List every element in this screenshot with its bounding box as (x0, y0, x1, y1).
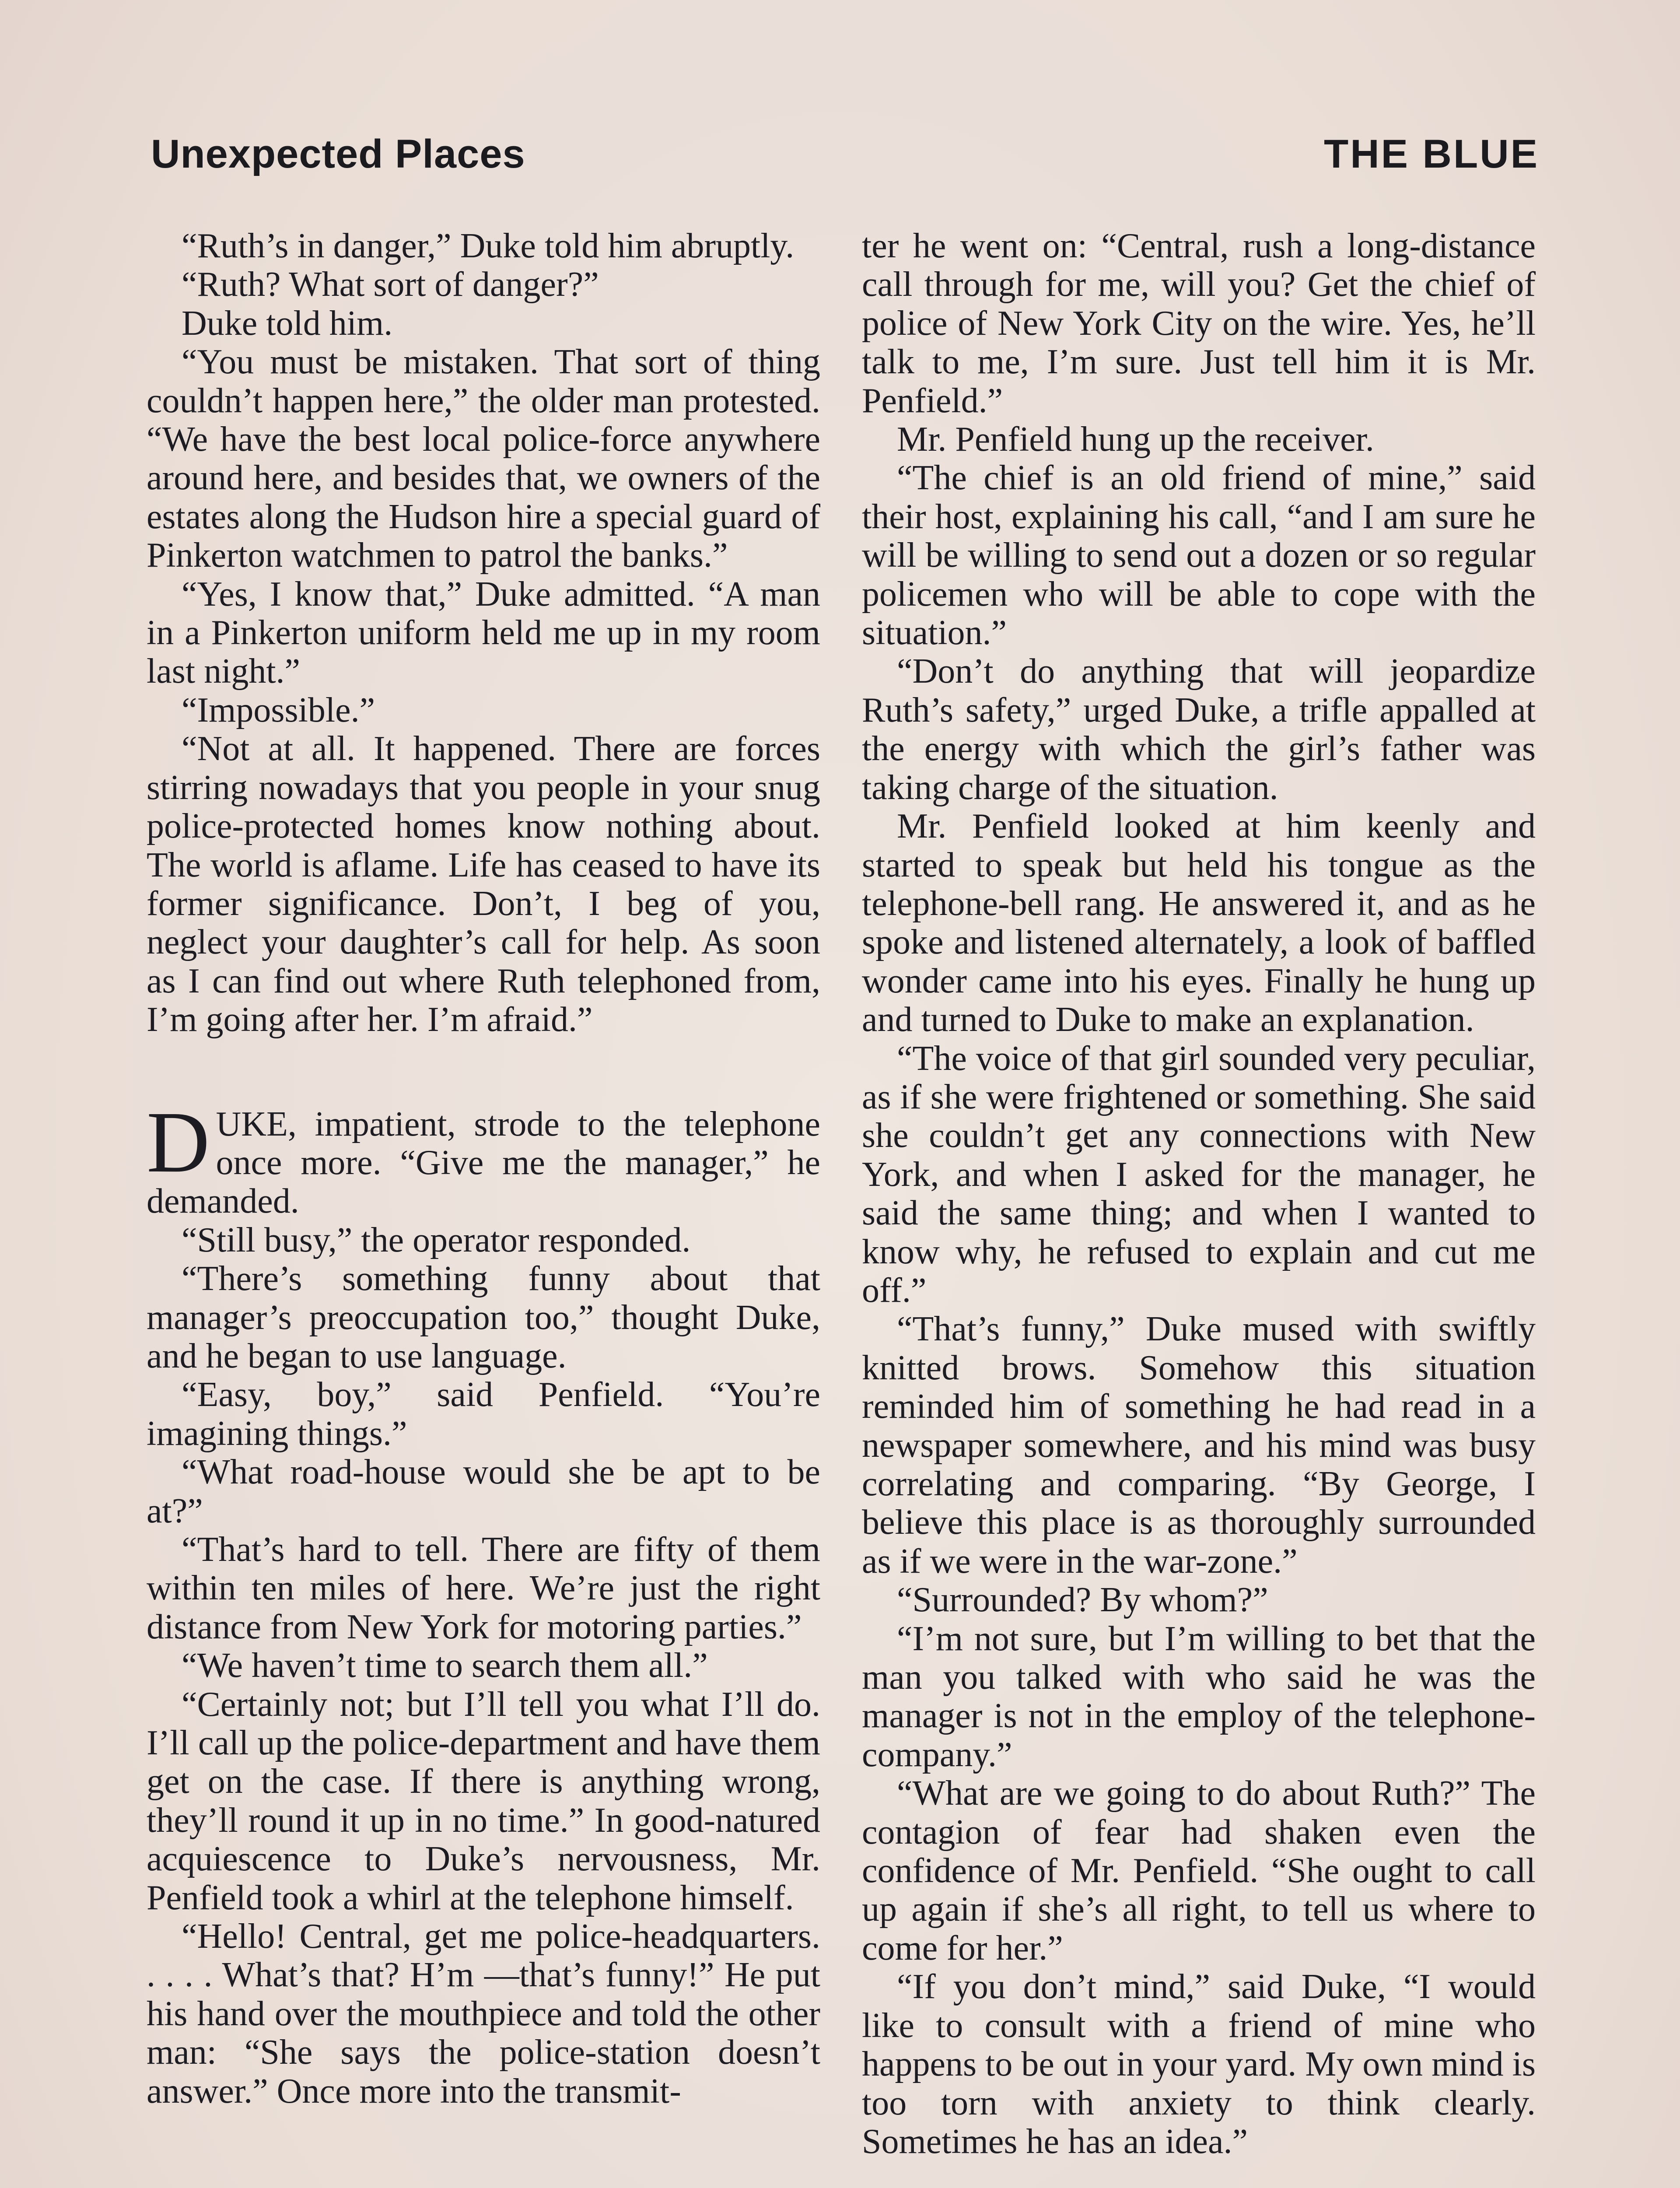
paragraph: “That’s funny,” Duke mused with swiftly knitted brows. Somehow this situation reminded him of something he had read in a newspaper somewhere, and his mind was busy correlating and comparing. “By George, I believe this place is as thoroughly surrounded as if we were in the war-zone.” (862, 1310, 1536, 1581)
section-paragraph-text: UKE, impatient, strode to the telephone once more. “Give me the manager,” he demanded. (147, 1105, 820, 1221)
paragraph: “Still busy,” the operator responded. (182, 1220, 691, 1259)
paragraph: “Yes, I know that,” Duke admitted. “A man in a Pinkerton uniform held me up in my room last night.” (147, 575, 820, 691)
paragraph: Mr. Penfield hung up the receiver. (897, 420, 1374, 459)
paragraph: “What are we going to do about Ruth?” The contagion of fear had shaken even the confidence of Mr. Penfield. “She ought to call up again if she’s all right, to tell us where to come for her.” (862, 1774, 1536, 1967)
paragraph: “There’s something funny about that manager’s preoccupation too,” thought Duke, and he began to use language. (147, 1259, 820, 1375)
paragraph: “Ruth’s in danger,” Duke told him abruptly. (182, 227, 794, 265)
paragraph: “Easy, boy,” said Penfield. “You’re imagining things.” (147, 1375, 820, 1453)
drop-cap: D (147, 1094, 210, 1191)
paragraph: “Certainly not; but I’ll tell you what I’ll do. I’ll call up the police-department and have them get on the case. If there is anything wrong, they’ll round it up in no time.” In good-natured acquiescence to Duke’s nervousness, Mr. Penfield took a whirl at the telephone himself. (147, 1685, 820, 1917)
paragraph: Duke told him. (182, 304, 393, 343)
paragraph: “Surrounded? By whom?” (897, 1581, 1268, 1620)
paragraph: “I’m not sure, but I’m willing to bet that the man you talked with who said he was the manager is not in the employ of the telephone-company.” (862, 1619, 1536, 1774)
paragraph: “Hello! Central, get me police-headquarters. . . . . What’s that? H’m —that’s funny!” He put his hand over the mouthpiece and told the other man: “She says the police-station doesn’t answer.” Once more into the transmit- (147, 1917, 820, 2111)
paragraph: “Ruth? What sort of danger?” (182, 265, 599, 304)
paragraph: “If you don’t mind,” said Duke, “I would like to consult with a friend of mine who happens to be out in your yard. My own mind is too torn with anxiety to think clearly. Sometimes he has an idea.” (862, 1967, 1536, 2161)
paragraph: “You must be mistaken. That sort of thing couldn’t happen here,” the older man protested. “We have the best local police-force anywhere around here, and besides that, we owners of the estates along the Hudson hire a special guard of Pinkerton watchmen to patrol the banks.” (147, 343, 820, 575)
running-head-right: THE BLUE (1324, 132, 1539, 176)
paragraph: “Impossible.” (182, 691, 375, 729)
paragraph: “Not at all. It happened. There are forces stirring nowadays that you people in your snug police-protected homes know nothing about. The world is aflame. Life has ceased to have its former significance. Don’t, I beg of you, neglect your daughter’s call for help. As soon as I can find out where Ruth telephoned from, I’m going after her. I’m afraid.” (147, 729, 820, 1039)
paragraph: “The voice of that girl sounded very peculiar, as if she were frightened or something. She said she couldn’t get any connections with New York, and when I asked for the manager, he said the same thing; and when I wanted to know why, he refused to explain and cut me off.” (862, 1039, 1536, 1310)
left-column (147, 227, 820, 2111)
paragraph: Mr. Penfield looked at him keenly and started to speak but held his tongue as the telephone-bell rang. He answered it, and as he spoke and listened alternately, a look of baffled wonder came into his eyes. Finally he hung up and turned to Duke to make an explanation. (862, 807, 1536, 1039)
paragraph: “That’s hard to tell. There are fifty of them within ten miles of here. We’re just the right distance from New York for motoring parties.” (147, 1530, 820, 1646)
paragraph: “The chief is an old friend of mine,” said their host, explaining his call, “and I am sure he will be willing to send out a dozen or so regular policemen who will be able to cope with the situation.” (862, 459, 1536, 652)
running-head-left: Unexpected Places (151, 132, 525, 176)
paragraph: “What road-house would she be apt to be at?” (147, 1453, 820, 1530)
right-column (862, 227, 1536, 2161)
continued-paragraph: ter he went on: “Central, rush a long-distance call through for me, will you? Get the chief of police of New York City on the wire. Yes, he’ll talk to me, I’m sure. Just tell him it is Mr. Penfield.” (862, 227, 1536, 420)
paragraph: “We haven’t time to search them all.” (182, 1646, 708, 1685)
section-start-paragraph (147, 1094, 820, 1221)
paragraph: “Don’t do anything that will jeopardize Ruth’s safety,” urged Duke, a trifle appalled at the energy with which the girl’s father was taking charge of the situation. (862, 652, 1536, 807)
